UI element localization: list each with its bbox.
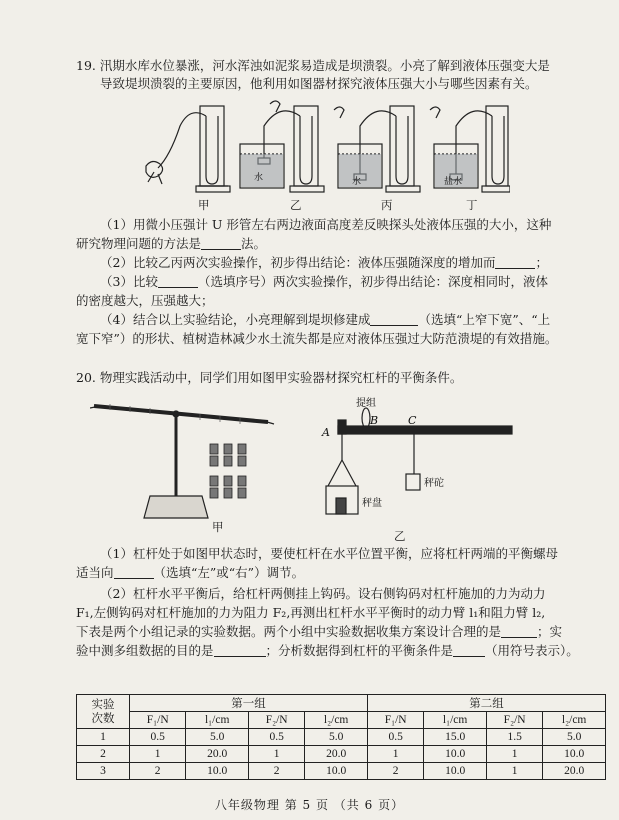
answer-blank-5[interactable] xyxy=(114,566,154,579)
label-tizu: 提组 xyxy=(356,398,376,409)
lever-data-table xyxy=(76,694,606,780)
label-B: B xyxy=(370,414,379,427)
q20-s1a: （1）杠杆处于如图甲状态时，要使杠杆在水平位置平衡，应将杠杆两端的平衡螺母 xyxy=(100,546,558,561)
table-cell: 10.0 xyxy=(424,763,487,780)
table-cell: 15.0 xyxy=(424,729,487,746)
table-row xyxy=(77,763,606,780)
q19-s2b: ； xyxy=(535,255,548,270)
q20-s2a: （2）杠杆水平平衡后，给杠杆两侧挂上钩码。设右侧钩码对杠杆施加的力为动力 xyxy=(100,586,546,601)
q19-manometer-figure xyxy=(140,96,510,200)
col-header: l₂/cm xyxy=(305,712,368,729)
q20-s2-line4 xyxy=(76,643,579,659)
table-cell: 0.5 xyxy=(248,729,304,746)
q20-steelyard-fig-yi xyxy=(320,394,520,524)
q20-lever-fig-jia xyxy=(90,392,290,532)
header-group1: 第一组 xyxy=(130,695,368,712)
fig-label-yi: 乙 xyxy=(290,198,302,212)
q19-intro-text1: 汛期水库水位暴涨，河水浑浊如泥浆易造成是坝溃裂。小亮了解到液体压强变大是 xyxy=(99,58,550,73)
q19-s4c: 宽下窄”）的形状、植树造林减少水土流失都是应对液体压强过大防范溃堤的有效措施。 xyxy=(76,331,558,346)
answer-blank-8[interactable] xyxy=(453,644,485,657)
table-cell: 0.5 xyxy=(367,729,423,746)
col-header: l₁/cm xyxy=(424,712,487,729)
col-header: F₁/N xyxy=(367,712,423,729)
q19-s2 xyxy=(100,255,548,271)
table-cell: 5.0 xyxy=(543,729,606,746)
header-group2: 第二组 xyxy=(367,695,605,712)
fig-label-jia-20: 甲 xyxy=(212,520,224,534)
table-cell: 20.0 xyxy=(305,746,368,763)
q19-s4 xyxy=(100,312,550,328)
liquid-label-yi: 水 xyxy=(254,173,264,183)
header-trial-count-2: 次数 xyxy=(91,712,115,725)
answer-blank-2[interactable] xyxy=(495,256,535,269)
q20-s2b: F₁,左侧钩码对杠杆施加的力为阻力 F₂,再测出杠杆水平平衡时的动力臂 l₁和阻力臂 l₂, xyxy=(76,605,546,620)
liquid-label-ding: 盐水 xyxy=(444,177,463,187)
fig-label-yi-20: 乙 xyxy=(394,529,406,543)
table-row xyxy=(77,746,606,763)
q19-s3b: （选填序号）两次实验操作，初步得出结论：深度相同时，液体 xyxy=(197,274,548,289)
label-A: A xyxy=(322,426,330,439)
q20-intro-line xyxy=(76,370,462,386)
page-footer: 八年级物理 第 5 页 （共 6 页） xyxy=(214,798,405,812)
fig-label-ding: 丁 xyxy=(466,198,478,212)
table-cell: 20.0 xyxy=(543,763,606,780)
table-cell: 10.0 xyxy=(543,746,606,763)
table-cell: 2 xyxy=(77,746,130,763)
table-cell: 2 xyxy=(367,763,423,780)
col-header: F₂/N xyxy=(248,712,304,729)
table-cell: 5.0 xyxy=(305,729,368,746)
label-chengpan: 秤盘 xyxy=(362,498,382,509)
q19-s3 xyxy=(100,274,548,290)
label-C: C xyxy=(408,414,417,427)
table-cell: 1 xyxy=(130,746,186,763)
label-chengtuo: 秤砣 xyxy=(424,478,444,489)
q19-s3a: （3）比较 xyxy=(100,274,158,289)
table-row xyxy=(77,729,606,746)
q19-number: 19. xyxy=(76,58,96,73)
q19-s1c: 法。 xyxy=(241,236,267,251)
answer-blank-3[interactable] xyxy=(158,275,198,288)
q20-s2e: 验中测多组数据的目的是 xyxy=(76,643,214,658)
header-trial-count-1: 实验 xyxy=(91,698,115,711)
table-cell: 10.0 xyxy=(305,763,368,780)
q20-s2f: ；分析数据得到杠杆的平衡条件是 xyxy=(265,643,454,658)
q19-s1b: 研究物理问题的方法是 xyxy=(76,236,202,251)
answer-blank-7[interactable] xyxy=(214,644,266,657)
q19-s1-line2 xyxy=(76,236,266,252)
liquid-label-bing: 水 xyxy=(352,177,362,187)
q19-s3c: 的密度越大，压强越大； xyxy=(76,293,214,308)
table-header-row-2 xyxy=(77,712,606,729)
q20-s2c: 下表是两个小组记录的实验数据。两个小组中实验数据收集方案设计合理的是 xyxy=(76,624,502,639)
q19-s4a: （4）结合以上实验结论，小亮理解到堤坝修建成 xyxy=(100,312,371,327)
col-header: F₂/N xyxy=(486,712,542,729)
q20-s1b: 适当向 xyxy=(76,565,114,580)
table-cell: 1 xyxy=(486,763,542,780)
fig-label-bing: 丙 xyxy=(381,198,393,212)
table-cell: 1 xyxy=(486,746,542,763)
table-cell: 1 xyxy=(367,746,423,763)
table-header-row-1 xyxy=(77,695,606,712)
answer-blank-4[interactable] xyxy=(370,313,418,326)
answer-blank-1[interactable] xyxy=(201,237,241,250)
q19-s4b: （选填“上窄下宽”、“上 xyxy=(418,312,551,327)
table-cell: 10.0 xyxy=(186,763,249,780)
table-cell: 10.0 xyxy=(424,746,487,763)
table-cell: 2 xyxy=(130,763,186,780)
q20-s2d: ；实 xyxy=(537,624,563,639)
q19-s2a: （2）比较乙丙两次实验操作，初步得出结论：液体压强随深度的增加而 xyxy=(100,255,496,270)
table-cell: 5.0 xyxy=(186,729,249,746)
fig-label-jia: 甲 xyxy=(198,198,210,212)
header-trial-count xyxy=(77,695,130,729)
q20-s2-line3 xyxy=(76,624,562,640)
q20-s2g: （用符号表示）。 xyxy=(485,643,579,658)
table-cell: 1 xyxy=(77,729,130,746)
q20-intro-text: 物理实践活动中，同学们用如图甲实验器材探究杠杆的平衡条件。 xyxy=(99,370,463,385)
q19-intro-line2: 导致堤坝溃裂的主要原因，他利用如图器材探究液体压强大小与哪些因素有关。 xyxy=(100,76,538,91)
q20-s1c: （选填“左”或“右”）调节。 xyxy=(153,565,305,580)
q20-s1-line2 xyxy=(76,565,304,581)
col-header: l₂/cm xyxy=(543,712,606,729)
q19-intro-line1 xyxy=(76,58,550,74)
table-cell: 1.5 xyxy=(486,729,542,746)
answer-blank-6[interactable] xyxy=(501,625,537,638)
col-header: l₁/cm xyxy=(186,712,249,729)
q19-s1a: （1）用微小压强计 U 形管左右两边液面高度差反映探头处液体压强的大小，这种 xyxy=(100,217,552,232)
col-header: F₁/N xyxy=(130,712,186,729)
table-cell: 20.0 xyxy=(186,746,249,763)
q20-number: 20. xyxy=(76,370,96,385)
table-cell: 1 xyxy=(248,746,304,763)
table-cell: 0.5 xyxy=(130,729,186,746)
table-cell: 2 xyxy=(248,763,304,780)
table-cell: 3 xyxy=(77,763,130,780)
